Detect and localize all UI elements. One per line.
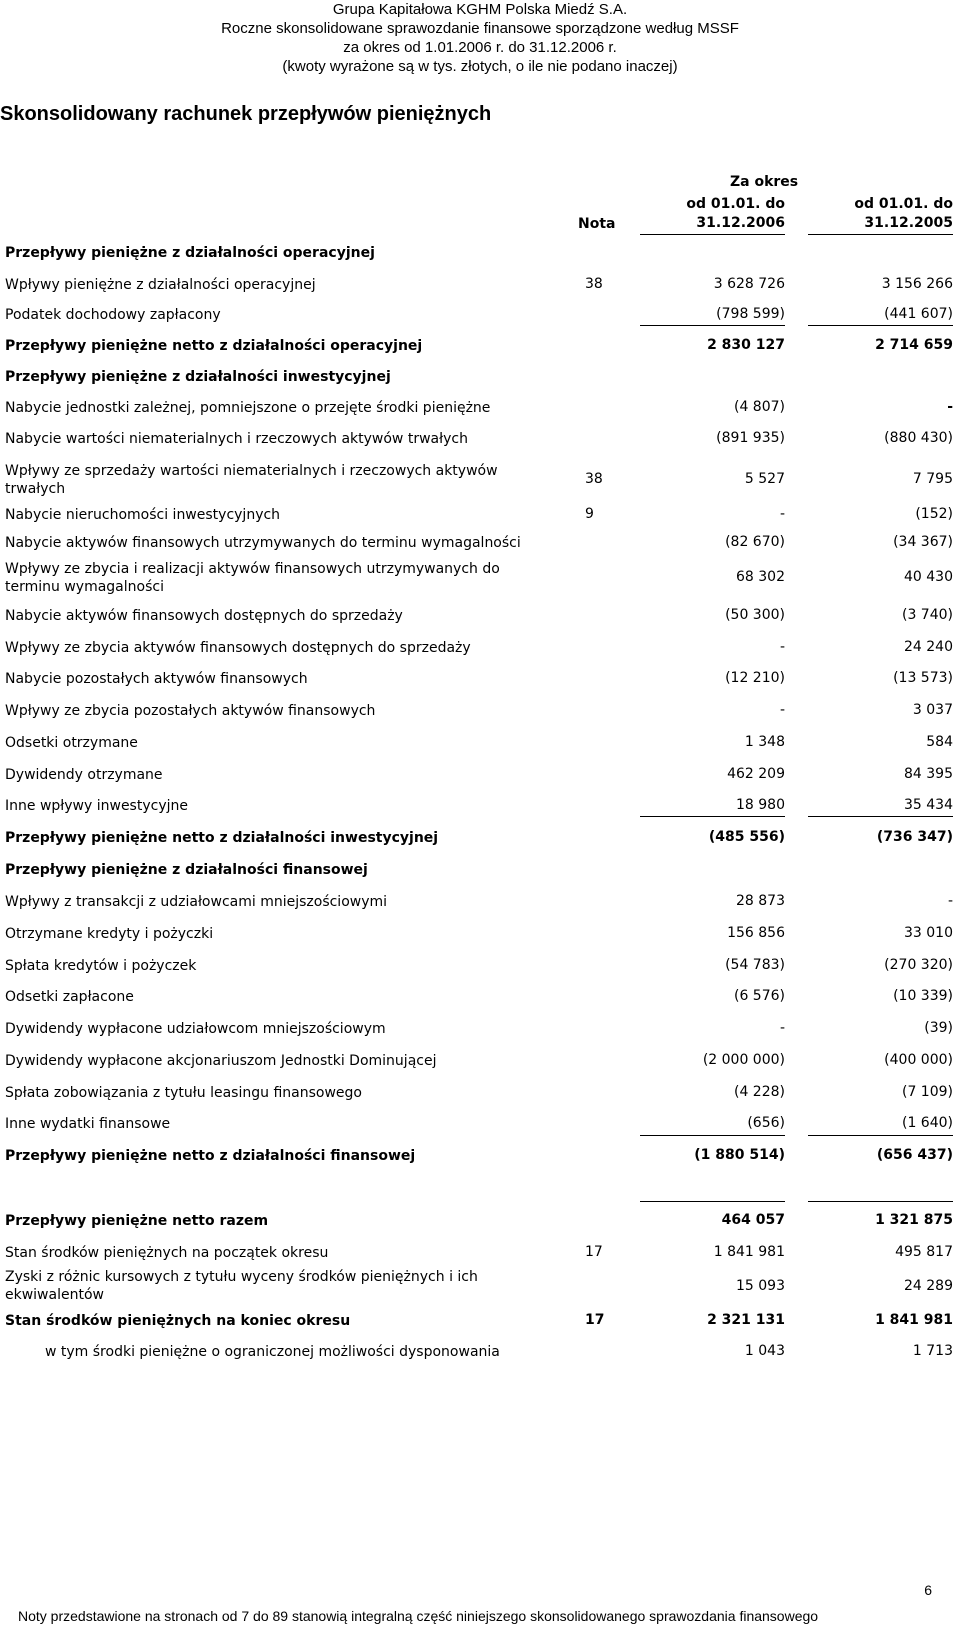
header-units: (kwoty wyrażone są w tys. złotych, o ile nie podano inaczej) bbox=[282, 58, 678, 75]
subtotal-rule bbox=[808, 1135, 953, 1136]
subtotal-rule bbox=[640, 1201, 785, 1202]
page-number: 6 bbox=[924, 1582, 932, 1598]
column-header-2006: od 01.01. do 31.12.2006 bbox=[686, 196, 785, 231]
subtotal-rule bbox=[808, 1201, 953, 1202]
header-period: za okres od 1.01.2006 r. do 31.12.2006 r. bbox=[343, 39, 617, 56]
header-report-type: Roczne skonsolidowane sprawozdanie finansowe sporządzone według MSSF bbox=[221, 20, 739, 37]
subtotal-rule bbox=[640, 816, 785, 817]
page-title: Skonsolidowany rachunek przepływów pieniężnych bbox=[0, 103, 492, 125]
header-company: Grupa Kapitałowa KGHM Polska Miedź S.A. bbox=[332, 1, 628, 18]
column-header-nota: Nota bbox=[578, 216, 616, 232]
header-underline-2006 bbox=[640, 234, 785, 235]
document-header bbox=[0, 0, 960, 76]
header-underline-2005 bbox=[808, 234, 953, 235]
subtotal-rule bbox=[808, 325, 953, 326]
column-header-period: Za okres bbox=[730, 174, 799, 190]
subtotal-rule bbox=[640, 1135, 785, 1136]
footer-note: Noty przedstawione na stronach od 7 do 89 stanowią integralną część niniejszego skonsolidowanego sprawozdania finansowego bbox=[18, 1608, 819, 1624]
subtotal-rule bbox=[808, 816, 953, 817]
column-header-2005: od 01.01. do 31.12.2005 bbox=[854, 196, 953, 231]
subtotal-rule bbox=[640, 325, 785, 326]
